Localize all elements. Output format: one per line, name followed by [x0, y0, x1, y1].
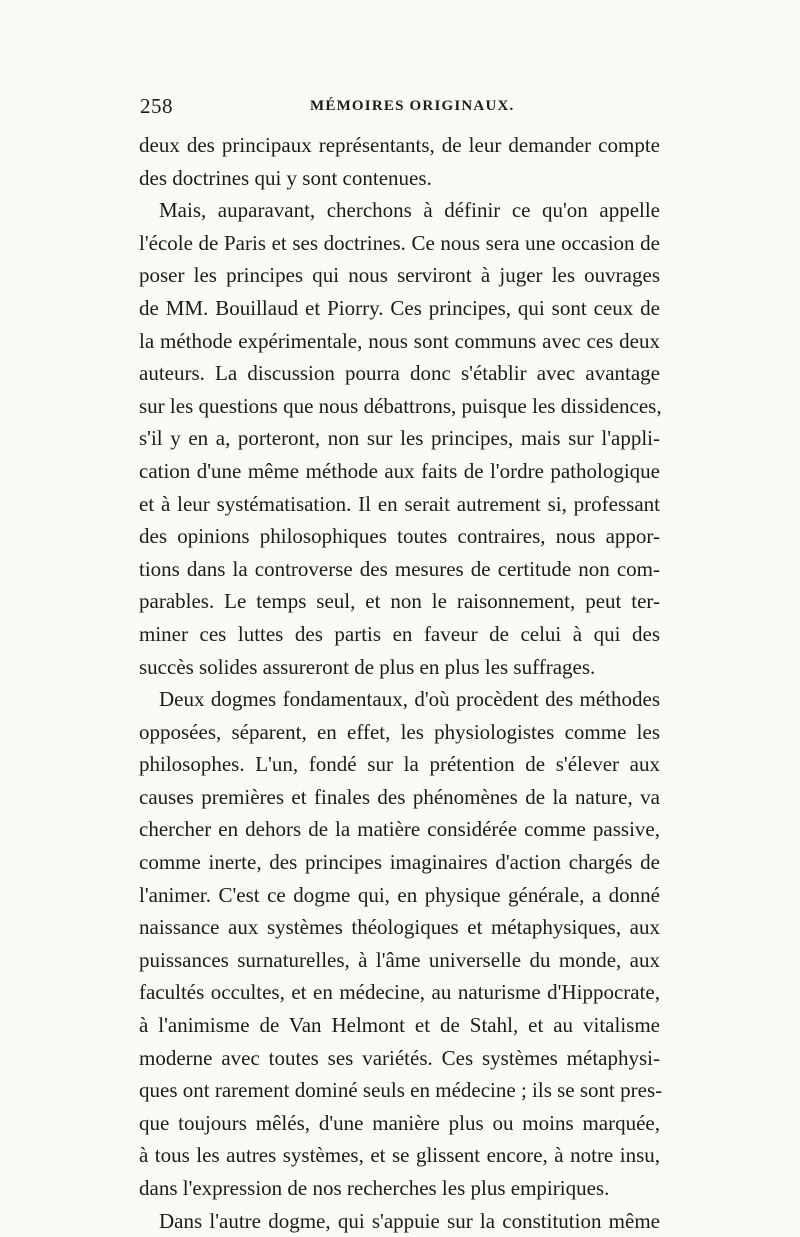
text-line: l'école de Paris et ses doctrines. Ce nous sera une occasion de	[139, 230, 660, 255]
text-line: moderne avec toutes ses variétés. Ces systèmes métaphysi-	[139, 1045, 660, 1070]
text-line: comme inerte, des principes imaginaires d'action chargés de	[139, 850, 660, 875]
text-line: la méthode expérimentale, nous sont communs avec ces deux	[139, 328, 660, 353]
text-line: des doctrines qui y sont contenues.	[139, 165, 432, 190]
text-line: à tous les autres systèmes, et se glissent encore, à notre insu,	[139, 1143, 660, 1168]
text-line: s'il y en a, porteront, non sur les principes, mais sur l'appli-	[139, 426, 660, 451]
paragraph	[139, 683, 663, 1205]
text-line: facultés occultes, et en médecine, au naturisme d'Hippocrate,	[139, 980, 660, 1005]
text-line: philosophes. L'un, fondé sur la prétention de s'élever aux	[139, 752, 660, 777]
page-header	[140, 94, 660, 124]
text-line: l'animer. C'est ce dogme qui, en physique générale, a donné	[139, 882, 660, 907]
text-line: auteurs. La discussion pourra donc s'établir avec avantage	[139, 361, 660, 386]
paragraph	[139, 194, 660, 683]
text-line: Deux dogmes fondamentaux, d'où procèdent des méthodes	[159, 687, 660, 712]
text-line: ques ont rarement dominé seuls en médecine ; ils se sont pres-	[139, 1078, 663, 1103]
text-line: naissance aux systèmes théologiques et métaphysiques, aux	[139, 915, 660, 940]
text-line: puissances surnaturelles, à l'âme universelle du monde, aux	[139, 947, 660, 972]
text-line: de MM. Bouillaud et Piorry. Ces principes, qui sont ceux de	[139, 295, 660, 320]
text-line: deux des principaux représentants, de leur demander compte	[139, 133, 660, 157]
text-line: parables. Le temps seul, et non le raisonnement, peut ter-	[139, 589, 660, 614]
text-line: chercher en dehors de la matière considérée comme passive,	[139, 817, 660, 842]
page-number: 258	[140, 94, 173, 118]
paragraph	[139, 129, 660, 194]
text-line: miner ces luttes des partis en faveur de celui à qui des	[139, 621, 660, 646]
text-line: succès solides assureront de plus en plus les suffrages.	[139, 654, 596, 679]
text-line: opposées, séparent, en effet, les physiologistes comme les	[139, 719, 660, 744]
text-line: dans l'expression de nos recherches les plus empiriques.	[139, 1176, 610, 1200]
body-text	[139, 129, 663, 1237]
text-line: Dans l'autre dogme, qui s'appuie sur la constitution même	[159, 1208, 660, 1233]
text-line: Mais, auparavant, cherchons à définir ce qu'on appelle	[159, 198, 660, 223]
text-line: poser les principes qui nous serviront à juger les ouvrages	[139, 263, 660, 288]
text-line: à l'animisme de Van Helmont et de Stahl, et au vitalisme	[139, 1013, 660, 1038]
text-line: des opinions philosophiques toutes contraires, nous appor-	[139, 524, 660, 549]
text-line: sur les questions que nous débattrons, puisque les dissidences,	[139, 393, 662, 418]
paragraph	[139, 1205, 660, 1237]
text-line: causes premières et finales des phénomènes de la nature, va	[139, 784, 660, 809]
text-line: tions dans la controverse des mesures de certitude non com-	[139, 556, 660, 581]
running-head: MÉMOIRES ORIGINAUX.	[310, 98, 515, 114]
text-line: que toujours mêlés, d'une manière plus ou moins marquée,	[139, 1110, 660, 1135]
text-line: et à leur systématisation. Il en serait autrement si, professant	[139, 491, 660, 516]
text-line: cation d'une même méthode aux faits de l'ordre pathologique	[139, 458, 660, 483]
